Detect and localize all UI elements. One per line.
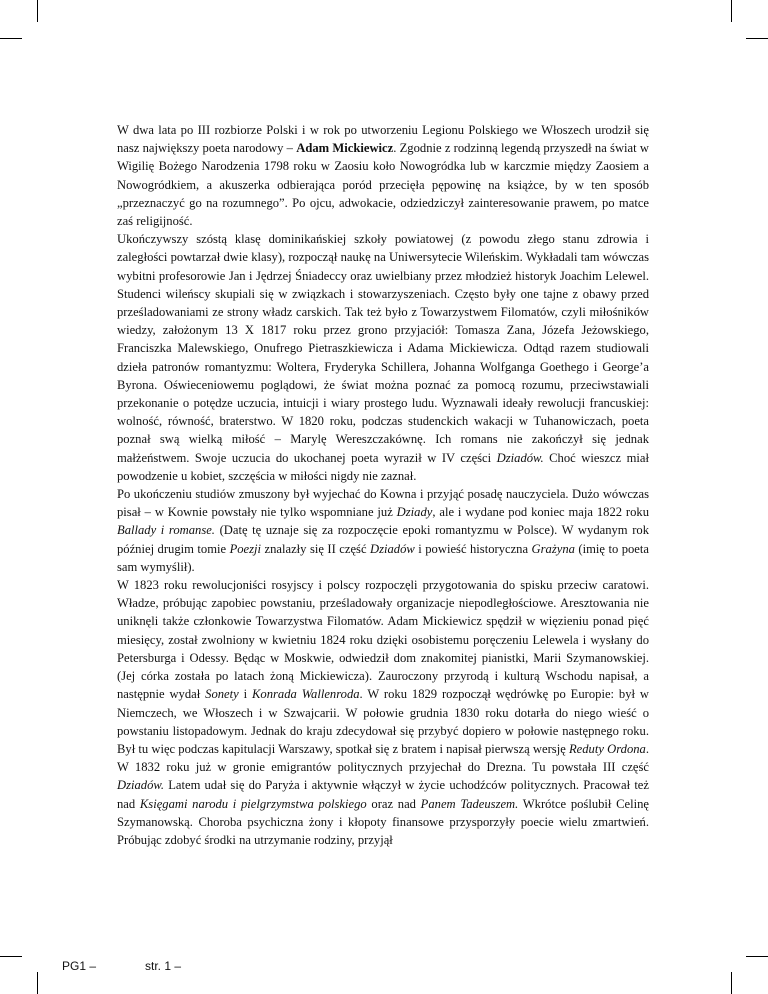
- text-run: W 1823 roku rewolucjoniści rosyjscy i polscy rozpoczęli przygotowania do spisku przeciw caratowi. Władze, próbując zapobiec powstaniu, prześladowały organizacje niepodległościowe. Aresztowania nie uniknęli także członkowie Towarzystwa Filomatów. Adam Mickiewicz spędził w więzieniu ponad pięć miesięcy, został zwolniony w kwietniu 1824 roku dzięki osobistemu poręczeniu Lelewela i wysłany do Petersburga i Odessy. Będąc w Moskwie, odwiedził dom znakomitej pianistki, Marii Szymanowskiej. (Jej córka została po latach żoną Mickiewicza). Zauroczony przyrodą i kulturą Wschodu napisał, a następnie wydał: [117, 578, 649, 702]
- text-run: Latem udał się do Paryża i aktywnie włączył w życie uchodźców politycznych. Pracował też nad: [117, 778, 649, 811]
- text-run: Po ukończeniu studiów zmuszony był wyjechać do Kowna i przyjąć posadę nauczyciela. Dużo wówczas pisał – w Kownie powstały nie tylko wspomniane już: [117, 487, 649, 520]
- text-run: Choć wieszcz miał powodzenie u kobiet, szczęścia w miłości nigdy nie zaznał.: [117, 450, 649, 483]
- italic-title: Reduty Ordona: [568, 741, 646, 756]
- text-run: znalazły się II część: [261, 541, 371, 556]
- italic-title: Grażyna: [531, 541, 575, 556]
- text-run: Wkrótce poślubił Celinę Szymanowską. Choroba psychiczna żony i kłopoty finansowe przysporzyły poecie wielu zmartwień. Próbując zdobyć środki na utrzymanie rodziny, przyjął: [117, 796, 649, 847]
- italic-title: Poezji: [229, 541, 262, 556]
- paragraph: [117, 230, 649, 485]
- crop-mark: [0, 956, 22, 957]
- crop-mark: [746, 956, 768, 957]
- italic-title: Księgami narodu i pielgrzymstwa polskiego: [139, 796, 367, 811]
- paragraph: [117, 121, 649, 230]
- text-run: . W roku 1829 rozpoczął wędrówkę po Europie: był w Niemczech, we Włoszech i w Szwajcarii. W połowie grudnia 1830 roku dotarła do niego wieść o powstaniu listopadowym. Jednak do kraju zdecydował się przybyć dopiero w połowie następnego roku. Był tu więc podczas kapitulacji Warszawy, spotkał się z bratem i napisał pierwszą wersję: [117, 687, 650, 756]
- text-run: . W 1832 roku już w gronie emigrantów politycznych przyjechał do Drezna. Tu powstała III część: [117, 741, 649, 775]
- italic-title: Dziady: [396, 505, 433, 520]
- crop-mark: [731, 972, 732, 994]
- paragraph: [117, 485, 649, 576]
- crop-mark: [746, 38, 768, 39]
- crop-mark: [0, 38, 22, 39]
- italic-title: Panem Tadeuszem.: [420, 796, 519, 811]
- crop-mark: [37, 972, 38, 994]
- bold-text: Adam Mickiewicz: [296, 141, 394, 156]
- text-run: . Zgodnie z rodzinną legendą przyszedł na świat w Wigilię Bożego Narodzenia 1798 roku w Zaosiu koło Nowogródka lub w karczmie między Zaosiem a Nowogródkiem, a akuszerka odbierająca poród przecięła pępowinę na książce, by w ten sposób „przeznaczyć go na rozumnego”. Po ojcu, adwokacie, odziedziczył zainteresowanie prawem, po matce zaś religijność.: [117, 141, 649, 229]
- italic-title: Dziadów.: [117, 778, 164, 793]
- italic-title: Konrada Wallenroda: [252, 687, 360, 702]
- italic-title: Sonety: [205, 687, 239, 702]
- text-run: oraz nad: [366, 796, 421, 811]
- footer-code: PG1 –: [62, 959, 97, 973]
- italic-title: Dziadów: [370, 541, 415, 556]
- text-run: Ukończywszy szóstą klasę dominikańskiej szkoły powiatowej (z powodu złego stanu zdrowia i zaległości powtarzał dwie klasy), rozpoczął naukę na Uniwersytecie Wileńskim. Wykładali tam wówczas wybitni profesorowie Jan i Jędrzej Śniadeccy oraz uwielbiany przez młodzież historyk Joachim Lelewel. Studenci wileńscy skupiali się w związkach i stowarzyszeniach. Często były one tajne z obawy przed prześladowaniami ze strony władz carskich. Tak też było z Towarzystwem Filomatów, czyli miłośników wiedzy, założonym 13 X 1817 roku przez grono przyjaciół: Tomasza Zana, Józefa Jeżowskiego, Franciszka Malewskiego, Onufrego Pietraszkiewicza i Adama Mickiewicza. Odtąd razem studiowali dzieła patronów romantyzmu: Woltera, Fryderyka Schillera, Johanna Wolfganga Goethego i George’a Byrona. Oświeceniowemu poglądowi, że świat można poznać za pomocą rozumu, przeciwstawiali przekonanie o potędze uczucia, intuicji i wiary prostego ludu. Wyznawali ideały rewolucji francuskiej: wolność, równość, braterstwo. W 1820 roku, podczas studenckich wakacji w Tuhanowiczach, poeta poznał swą wielką miłość – Marylę Wereszczakównę. Ich romans nie zakończył się jednak małżeństwem. Swoje uczucia do ukochanej poeta wyraził w IV części: [117, 232, 649, 465]
- paragraph: [117, 576, 649, 849]
- crop-mark: [37, 0, 38, 22]
- text-run: i: [238, 687, 253, 702]
- text-run: W dwa lata po III rozbiorze Polski i w rok po utworzeniu Legionu Polskiego we Włoszech urodził się nasz największy poeta narodowy –: [117, 123, 649, 156]
- footer-page-number: str. 1 –: [145, 959, 182, 973]
- text-run: (imię to poeta sam wymyślił).: [117, 541, 649, 574]
- body-text: [117, 121, 649, 849]
- text-run: , ale i wydane pod koniec maja 1822 roku: [432, 505, 649, 520]
- crop-mark: [731, 0, 732, 22]
- italic-title: Dziadów.: [496, 450, 544, 465]
- text-run: (Datę tę uznaje się za rozpoczęcie epoki romantyzmu w Polsce). W wydanym rok później drugim tomie: [117, 523, 649, 556]
- text-run: i powieść historyczna: [414, 541, 532, 556]
- italic-title: Ballady i romanse.: [117, 523, 215, 538]
